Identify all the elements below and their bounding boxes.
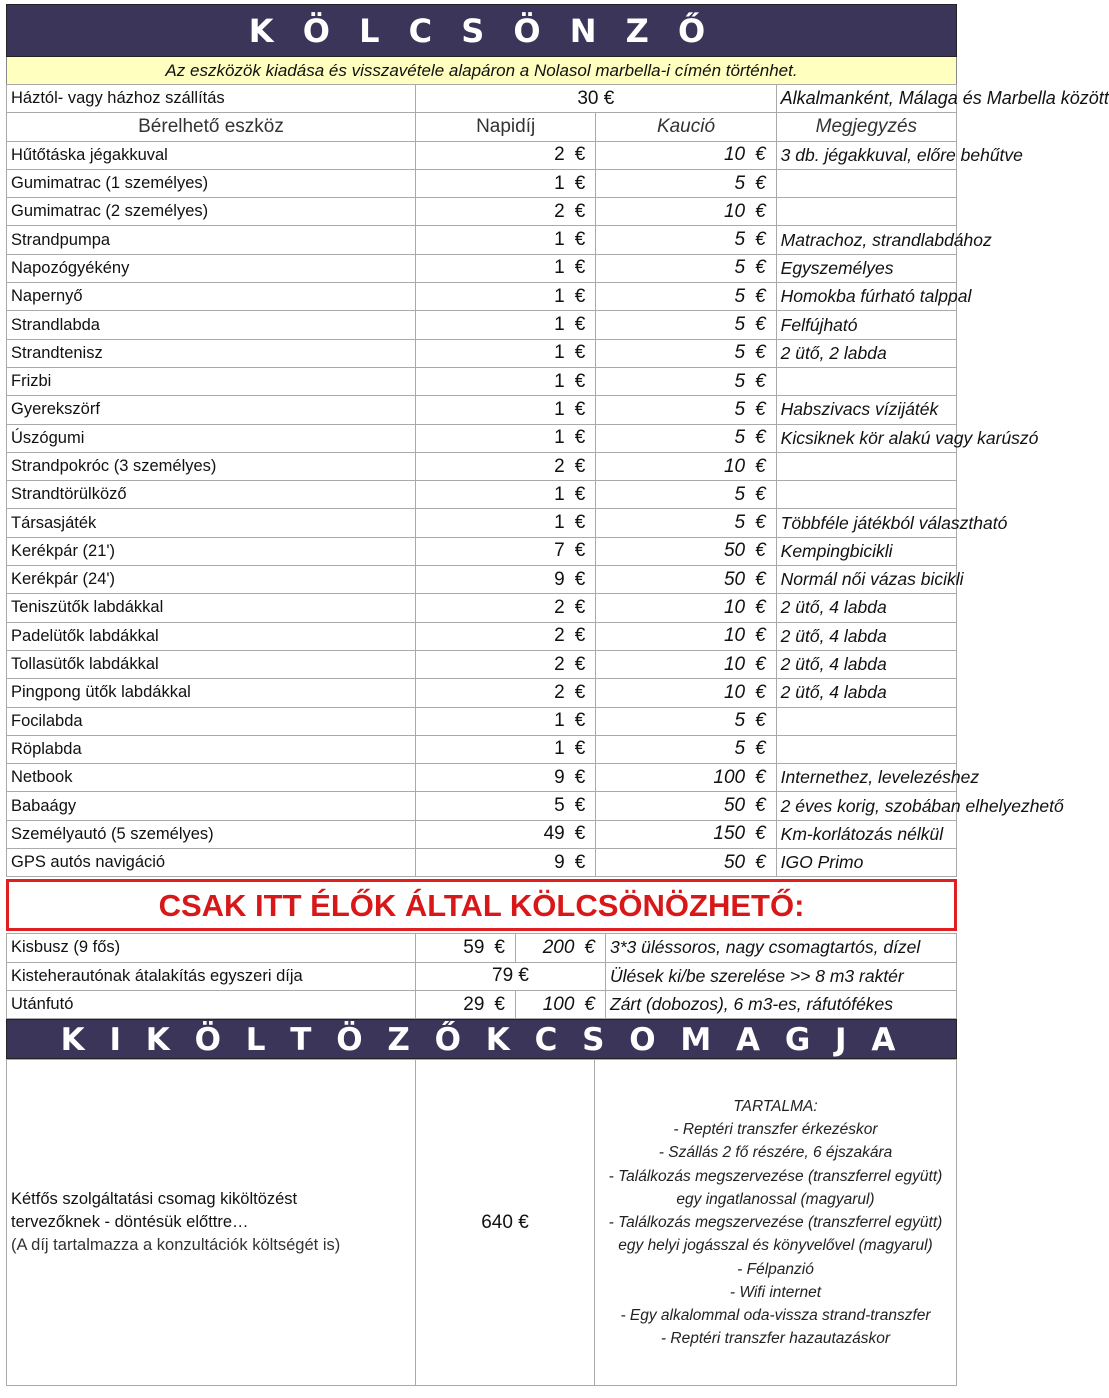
item-remark	[776, 367, 956, 395]
item-remark: 2 ütő, 4 labda	[776, 679, 956, 707]
euro-sign: €	[755, 229, 766, 251]
euro-sign: €	[755, 398, 766, 420]
euro-sign: €	[574, 144, 586, 166]
euro-sign: €	[494, 993, 505, 1015]
euro-sign: €	[574, 625, 586, 647]
euro-sign: €	[574, 710, 586, 732]
deposit	[596, 679, 776, 707]
daily-price	[416, 849, 596, 877]
column-header-row	[7, 113, 957, 141]
item-remark: Habszivacs vízijáték	[776, 396, 956, 424]
item-remark: 2 ütő, 2 labda	[776, 339, 956, 367]
daily-price-value: 59	[463, 936, 485, 958]
resident-body	[7, 934, 957, 1019]
item-name: Úszógumi	[7, 424, 416, 452]
daily-price-value: 2	[554, 200, 565, 222]
daily-price	[416, 735, 596, 763]
daily-price	[416, 481, 596, 509]
column-header-item: Bérelhető eszköz	[7, 113, 416, 141]
deposit-value: 5	[734, 285, 746, 307]
deposit-value: 10	[723, 144, 746, 166]
item-remark	[776, 452, 956, 480]
table-row	[7, 679, 957, 707]
item-remark: Zárt (dobozos), 6 m3-es, ráfutófékes	[606, 990, 957, 1018]
daily-price	[416, 764, 596, 792]
euro-sign: €	[574, 314, 586, 336]
deposit-value: 5	[734, 738, 746, 760]
deposit-value: 100	[542, 993, 575, 1015]
item-name: Utánfutó	[7, 990, 416, 1018]
deposit	[596, 141, 776, 169]
daily-price	[416, 283, 596, 311]
deposit	[596, 509, 776, 537]
euro-sign: €	[755, 342, 766, 364]
euro-sign: €	[574, 596, 586, 618]
daily-price	[416, 169, 596, 197]
daily-price-value: 1	[554, 427, 565, 449]
euro-sign: €	[574, 229, 586, 251]
item-remark: Kempingbicikli	[776, 537, 956, 565]
delivery-row	[7, 85, 957, 113]
deposit-value: 150	[713, 823, 746, 845]
item-remark	[776, 481, 956, 509]
daily-price	[416, 509, 596, 537]
euro-sign: €	[574, 681, 586, 703]
daily-price	[416, 792, 596, 820]
package-table	[6, 1059, 957, 1386]
euro-sign: €	[755, 653, 766, 675]
item-name: Strandtenisz	[7, 339, 416, 367]
daily-price	[416, 537, 596, 565]
item-name: Hűtőtáska jégakkuval	[7, 141, 416, 169]
deposit-value: 10	[723, 455, 746, 477]
item-name: Strandlabda	[7, 311, 416, 339]
daily-price-value: 49	[543, 823, 565, 845]
daily-price-value: 1	[554, 342, 565, 364]
euro-sign: €	[574, 738, 586, 760]
package-name-line1: Kétfős szolgáltatási csomag kiköltözést	[11, 1190, 298, 1209]
deposit-value: 5	[734, 257, 746, 279]
euro-sign: €	[494, 936, 505, 958]
deposit	[596, 169, 776, 197]
euro-sign: €	[755, 568, 766, 590]
item-remark: IGO Primo	[776, 849, 956, 877]
item-remark: 2 ütő, 4 labda	[776, 594, 956, 622]
item-name: Személyautó (5 személyes)	[7, 820, 416, 848]
item-remark: Matrachoz, strandlabdához	[776, 226, 956, 254]
item-name: Focilabda	[7, 707, 416, 735]
table-row	[7, 990, 957, 1018]
delivery-label: Háztól- vagy házhoz szállítás	[7, 85, 416, 113]
euro-sign: €	[755, 483, 766, 505]
table-row	[7, 396, 957, 424]
deposit	[596, 735, 776, 763]
deposit-value: 50	[723, 795, 746, 817]
daily-price-value: 1	[554, 172, 565, 194]
daily-price	[416, 707, 596, 735]
deposit-value: 5	[734, 342, 746, 364]
euro-sign: €	[755, 596, 766, 618]
deposit-value: 5	[734, 427, 746, 449]
deposit	[596, 820, 776, 848]
deposit-value: 50	[723, 540, 746, 562]
package-contents-item: - Reptéri transzfer hazautazáskor	[660, 1330, 891, 1348]
table-row	[7, 509, 957, 537]
deposit-value: 10	[723, 653, 746, 675]
table-row	[7, 537, 957, 565]
deposit-value: 5	[734, 314, 746, 336]
daily-price	[416, 820, 596, 848]
deposit	[596, 424, 776, 452]
item-remark: Felfújható	[776, 311, 956, 339]
euro-sign: €	[755, 285, 766, 307]
package-contents-item: - Találkozás megszervezése (transzferrel együtt)	[608, 1167, 943, 1185]
package-contents-item: - Reptéri transzfer érkezéskor	[673, 1121, 878, 1139]
daily-price-value: 1	[554, 229, 565, 251]
euro-sign: €	[574, 823, 586, 845]
daily-price: 79 €	[416, 962, 606, 990]
euro-sign: €	[574, 398, 586, 420]
package-contents-heading: TARTALMA:	[733, 1098, 818, 1116]
daily-price	[416, 367, 596, 395]
euro-sign: €	[574, 455, 586, 477]
item-name: Napernyő	[7, 283, 416, 311]
deposit	[596, 452, 776, 480]
daily-price	[416, 396, 596, 424]
table-row	[7, 934, 957, 962]
euro-sign: €	[755, 795, 766, 817]
resident-table	[6, 933, 957, 1019]
deposit-value: 10	[723, 625, 746, 647]
daily-price	[416, 594, 596, 622]
euro-sign: €	[755, 710, 766, 732]
item-remark	[776, 169, 956, 197]
euro-sign: €	[574, 851, 586, 873]
table-row	[7, 452, 957, 480]
deposit-value: 5	[734, 512, 746, 534]
item-remark: 3*3 üléssoros, nagy csomagtartós, dízel	[606, 934, 957, 962]
item-remark	[776, 707, 956, 735]
table-row	[7, 367, 957, 395]
table-row	[7, 254, 957, 282]
deposit-value: 5	[734, 229, 746, 251]
column-header-remark: Megjegyzés	[776, 113, 956, 141]
daily-price	[416, 452, 596, 480]
item-remark: 2 ütő, 4 labda	[776, 650, 956, 678]
delivery-remark: Alkalmanként, Málaga és Marbella között	[776, 85, 956, 113]
daily-price-value: 1	[554, 257, 565, 279]
package-contents-item: - Találkozás megszervezése (transzferrel együtt)	[608, 1214, 943, 1232]
daily-price	[416, 339, 596, 367]
daily-price	[416, 679, 596, 707]
daily-price	[416, 254, 596, 282]
item-remark: Kicsiknek kör alakú vagy karúszó	[776, 424, 956, 452]
deposit	[596, 764, 776, 792]
euro-sign: €	[574, 512, 586, 534]
deposit	[596, 650, 776, 678]
table-row	[7, 141, 957, 169]
item-remark: Többféle játékból választható	[776, 509, 956, 537]
deposit	[596, 396, 776, 424]
deposit	[596, 226, 776, 254]
daily-price	[416, 934, 516, 962]
package-contents-item: - Szállás 2 fő részére, 6 éjszakára	[658, 1144, 893, 1162]
daily-price	[416, 650, 596, 678]
item-name: GPS autós navigáció	[7, 849, 416, 877]
table-row	[7, 198, 957, 226]
deposit	[596, 367, 776, 395]
euro-sign: €	[755, 540, 766, 562]
euro-sign: €	[755, 738, 766, 760]
table-row	[7, 820, 957, 848]
package-title: K I K Ö L T Ö Z Ő K C S O M A G J A	[6, 1019, 957, 1059]
daily-price-value: 1	[554, 512, 565, 534]
deposit-value: 200	[542, 936, 575, 958]
pickup-note: Az eszközök kiadása és visszavétele alapáron a Nolasol marbella-i címén történhet.	[6, 57, 957, 84]
deposit	[596, 622, 776, 650]
rental-table	[6, 84, 1109, 877]
deposit	[596, 283, 776, 311]
deposit-value: 5	[734, 398, 746, 420]
item-name: Társasjáték	[7, 509, 416, 537]
deposit	[596, 849, 776, 877]
item-remark: Homokba fúrható talppal	[776, 283, 956, 311]
item-name: Gumimatrac (2 személyes)	[7, 198, 416, 226]
deposit	[596, 707, 776, 735]
item-remark: 3 db. jégakkuval, előre behűtve	[776, 141, 956, 169]
item-name: Kisbusz (9 fős)	[7, 934, 416, 962]
package-contents	[595, 1060, 957, 1386]
euro-sign: €	[755, 427, 766, 449]
deposit	[596, 198, 776, 226]
deposit	[596, 481, 776, 509]
daily-price-value: 1	[554, 738, 565, 760]
item-name: Tollasütők labdákkal	[7, 650, 416, 678]
item-name: Frizbi	[7, 367, 416, 395]
table-row	[7, 622, 957, 650]
daily-price	[416, 424, 596, 452]
euro-sign: €	[574, 200, 586, 222]
table-row	[7, 650, 957, 678]
item-name: Strandtörülköző	[7, 481, 416, 509]
deposit	[596, 311, 776, 339]
package-row	[7, 1060, 957, 1386]
item-name: Netbook	[7, 764, 416, 792]
euro-sign: €	[574, 342, 586, 364]
euro-sign: €	[755, 314, 766, 336]
euro-sign: €	[755, 257, 766, 279]
table-row	[7, 735, 957, 763]
euro-sign: €	[574, 568, 586, 590]
package-name-line3: (A díj tartalmazza a konzultációk költségét is)	[11, 1236, 341, 1255]
table-row	[7, 283, 957, 311]
residents-only-banner: CSAK ITT ÉLŐK ÁLTAL KÖLCSÖNÖZHETŐ:	[6, 879, 957, 931]
euro-sign: €	[574, 285, 586, 307]
daily-price-value: 7	[554, 540, 565, 562]
item-name: Röplabda	[7, 735, 416, 763]
item-remark: Ülések ki/be szerelése >> 8 m3 raktér	[606, 962, 957, 990]
euro-sign: €	[755, 823, 766, 845]
page-title: K Ö L C S Ö N Z Ő	[6, 4, 957, 57]
deposit-value: 10	[723, 200, 746, 222]
euro-sign: €	[755, 851, 766, 873]
euro-sign: €	[574, 370, 586, 392]
table-row	[7, 226, 957, 254]
item-remark: Normál női vázas bicikli	[776, 566, 956, 594]
deposit	[596, 537, 776, 565]
table-row	[7, 764, 957, 792]
table-row	[7, 481, 957, 509]
euro-sign: €	[574, 653, 586, 675]
item-remark: Internethez, levelezéshez	[776, 764, 956, 792]
deposit	[596, 594, 776, 622]
daily-price-value: 9	[554, 568, 565, 590]
daily-price-value: 9	[554, 766, 565, 788]
deposit-value: 100	[713, 766, 746, 788]
item-name: Babaágy	[7, 792, 416, 820]
daily-price-value: 2	[554, 653, 565, 675]
package-contents-item: - Egy alkalommal oda-vissza strand-transzfer	[620, 1306, 931, 1324]
item-name: Strandpokróc (3 személyes)	[7, 452, 416, 480]
daily-price	[416, 311, 596, 339]
daily-price	[416, 622, 596, 650]
daily-price	[416, 226, 596, 254]
table-row	[7, 962, 957, 990]
euro-sign: €	[755, 766, 766, 788]
daily-price-value: 1	[554, 285, 565, 307]
daily-price-value: 1	[554, 370, 565, 392]
item-remark: 2 ütő, 4 labda	[776, 622, 956, 650]
euro-sign: €	[755, 370, 766, 392]
table-row	[7, 339, 957, 367]
delivery-price: 30 €	[416, 85, 777, 113]
item-name: Teniszütők labdákkal	[7, 594, 416, 622]
deposit	[516, 934, 606, 962]
daily-price-value: 1	[554, 483, 565, 505]
deposit	[596, 339, 776, 367]
deposit	[596, 566, 776, 594]
euro-sign: €	[574, 483, 586, 505]
euro-sign: €	[574, 257, 586, 279]
item-name: Kerékpár (24')	[7, 566, 416, 594]
package-description	[7, 1060, 416, 1386]
package-contents-item: - Félpanzió	[737, 1260, 814, 1278]
item-name: Padelütők labdákkal	[7, 622, 416, 650]
item-name: Gyerekszörf	[7, 396, 416, 424]
euro-sign: €	[584, 936, 595, 958]
table-row	[7, 792, 957, 820]
euro-sign: €	[574, 766, 586, 788]
item-name: Gumimatrac (1 személyes)	[7, 169, 416, 197]
daily-price-value: 5	[554, 795, 565, 817]
table-row	[7, 424, 957, 452]
euro-sign: €	[574, 427, 586, 449]
daily-price-value: 2	[554, 455, 565, 477]
table-row	[7, 311, 957, 339]
daily-price-value: 2	[554, 681, 565, 703]
euro-sign: €	[755, 455, 766, 477]
deposit	[596, 792, 776, 820]
daily-price-value: 2	[554, 596, 565, 618]
item-name: Napozógyékény	[7, 254, 416, 282]
deposit-value: 5	[734, 483, 746, 505]
euro-sign: €	[574, 795, 586, 817]
item-name: Kerékpár (21')	[7, 537, 416, 565]
rental-price-list	[6, 4, 1109, 1386]
package-contents-item: egy ingatlanossal (magyarul)	[676, 1190, 875, 1208]
package-contents-item: egy helyi jogásszal és könyvelővel (magyarul)	[618, 1237, 933, 1255]
deposit-value: 50	[723, 851, 746, 873]
column-header-deposit: Kaució	[596, 113, 776, 141]
daily-price	[416, 990, 516, 1018]
package-contents-item: - Wifi internet	[729, 1283, 822, 1301]
daily-price-value: 9	[554, 851, 565, 873]
daily-price	[416, 141, 596, 169]
daily-price-value: 2	[554, 625, 565, 647]
deposit-value: 50	[723, 568, 746, 590]
table-row	[7, 594, 957, 622]
daily-price-value: 1	[554, 710, 565, 732]
daily-price-value: 1	[554, 398, 565, 420]
deposit-value: 5	[734, 172, 746, 194]
euro-sign: €	[755, 144, 766, 166]
item-remark: 2 éves korig, szobában elhelyezhető	[776, 792, 956, 820]
items-body	[7, 141, 1064, 877]
euro-sign: €	[755, 625, 766, 647]
item-name: Pingpong ütők labdákkal	[7, 679, 416, 707]
item-remark	[776, 198, 956, 226]
euro-sign: €	[755, 681, 766, 703]
item-name: Strandpumpa	[7, 226, 416, 254]
deposit	[596, 254, 776, 282]
euro-sign: €	[584, 993, 595, 1015]
table-row	[7, 707, 957, 735]
euro-sign: €	[574, 540, 586, 562]
deposit-value: 10	[723, 596, 746, 618]
euro-sign: €	[755, 512, 766, 534]
item-remark	[776, 735, 956, 763]
daily-price	[416, 566, 596, 594]
deposit-value: 5	[734, 710, 746, 732]
package-price: 640 €	[416, 1060, 595, 1386]
daily-price-value: 1	[554, 314, 565, 336]
item-remark: Km-korlátozás nélkül	[776, 820, 956, 848]
item-remark: Egyszemélyes	[776, 254, 956, 282]
daily-price-value: 2	[554, 144, 565, 166]
deposit-value: 5	[734, 370, 746, 392]
deposit-value: 10	[723, 681, 746, 703]
daily-price-value: 29	[463, 993, 485, 1015]
table-row	[7, 169, 957, 197]
column-header-daily: Napidíj	[416, 113, 596, 141]
item-name: Kisteherautónak átalakítás egyszeri díja	[7, 962, 416, 990]
table-row	[7, 566, 957, 594]
package-name-line2: tervezőknek - döntésük előttre…	[11, 1213, 249, 1232]
euro-sign: €	[755, 172, 766, 194]
table-row	[7, 849, 957, 877]
euro-sign: €	[755, 200, 766, 222]
deposit	[516, 990, 606, 1018]
daily-price	[416, 198, 596, 226]
euro-sign: €	[574, 172, 586, 194]
